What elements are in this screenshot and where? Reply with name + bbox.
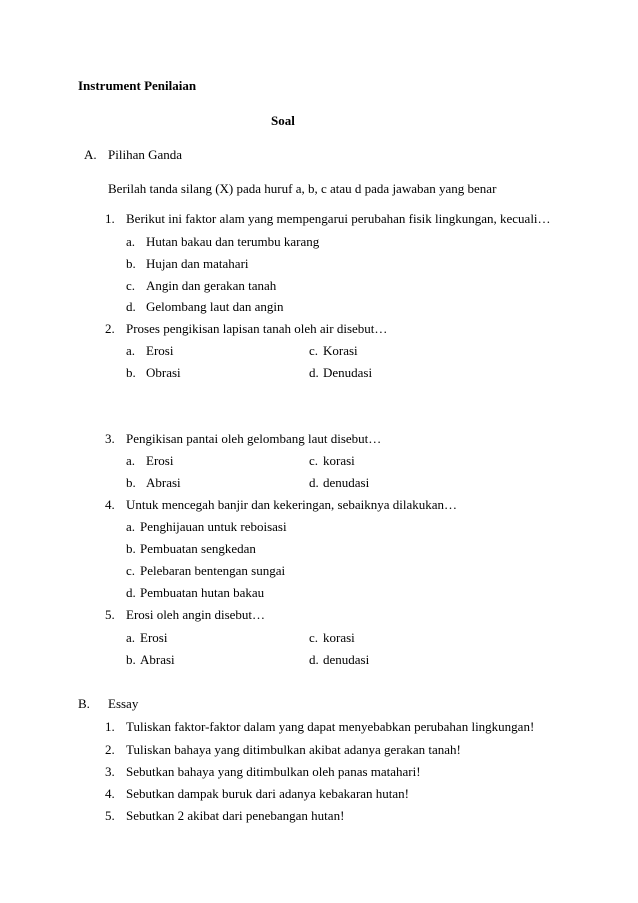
option-letter: d. xyxy=(309,475,319,490)
option-letter: d. xyxy=(309,365,319,380)
option-text: Denudasi xyxy=(323,365,373,380)
option-letter: b. xyxy=(126,475,136,490)
option-letter: d. xyxy=(126,585,136,600)
document-subtitle: Soal xyxy=(271,113,295,128)
essay-question: Sebutkan dampak buruk dari adanya kebakaran hutan! xyxy=(126,786,410,801)
essay-number: 4. xyxy=(105,786,115,801)
option-text: Erosi xyxy=(140,630,168,645)
option-letter: c. xyxy=(126,278,136,293)
option-text: Angin dan gerakan tanah xyxy=(146,278,277,293)
question-number: 5. xyxy=(105,607,115,622)
option-letter: b. xyxy=(126,541,136,556)
option-letter: a. xyxy=(126,343,136,358)
option-text: Pembuatan sengkedan xyxy=(140,541,256,556)
question-text: Erosi oleh angin disebut… xyxy=(126,607,266,622)
section-a-instruction: Berilah tanda silang (X) pada huruf a, b, c atau d pada jawaban yang benar xyxy=(108,181,497,196)
essay-number: 1. xyxy=(105,719,115,734)
question-text: Berikut ini faktor alam yang mempengarui perubahan fisik lingkungan, kecuali… xyxy=(126,211,551,226)
section-a-marker: A. xyxy=(84,147,97,162)
question-number: 4. xyxy=(105,497,115,512)
option-text: Abrasi xyxy=(146,475,181,490)
essay-number: 5. xyxy=(105,808,115,823)
option-text: denudasi xyxy=(323,475,370,490)
option-letter: a. xyxy=(126,630,136,645)
option-letter: b. xyxy=(126,256,136,271)
option-letter: c. xyxy=(309,453,319,468)
essay-question: Sebutkan 2 akibat dari penebangan hutan! xyxy=(126,808,345,823)
option-text: Penghijauan untuk reboisasi xyxy=(140,519,287,534)
option-text: Erosi xyxy=(146,343,174,358)
question-number: 3. xyxy=(105,431,115,446)
option-text: korasi xyxy=(323,453,355,468)
option-letter: a. xyxy=(126,453,136,468)
option-text: Korasi xyxy=(323,343,358,358)
option-letter: c. xyxy=(309,630,319,645)
essay-question: Sebutkan bahaya yang ditimbulkan oleh panas matahari! xyxy=(126,764,421,779)
option-letter: c. xyxy=(309,343,319,358)
option-letter: c. xyxy=(126,563,136,578)
essay-number: 2. xyxy=(105,742,115,757)
option-letter: d. xyxy=(126,299,136,314)
section-a-title: Pilihan Ganda xyxy=(108,147,183,162)
question-text: Pengikisan pantai oleh gelombang laut disebut… xyxy=(126,431,382,446)
option-text: Abrasi xyxy=(140,652,175,667)
question-number: 2. xyxy=(105,321,115,336)
section-b-marker: B. xyxy=(78,696,90,711)
essay-question: Tuliskan faktor-faktor dalam yang dapat menyebabkan perubahan lingkungan! xyxy=(126,719,535,734)
option-text: korasi xyxy=(323,630,355,645)
question-number: 1. xyxy=(105,211,115,226)
option-text: Hutan bakau dan terumbu karang xyxy=(146,234,320,249)
option-letter: a. xyxy=(126,234,136,249)
option-text: Hujan dan matahari xyxy=(146,256,249,271)
question-text: Untuk mencegah banjir dan kekeringan, sebaiknya dilakukan… xyxy=(126,497,458,512)
option-letter: a. xyxy=(126,519,136,534)
essay-number: 3. xyxy=(105,764,115,779)
option-text: denudasi xyxy=(323,652,370,667)
option-text: Pelebaran bentengan sungai xyxy=(140,563,286,578)
option-letter: b. xyxy=(126,365,136,380)
option-text: Obrasi xyxy=(146,365,181,380)
option-text: Gelombang laut dan angin xyxy=(146,299,284,314)
essay-question: Tuliskan bahaya yang ditimbulkan akibat adanya gerakan tanah! xyxy=(126,742,461,757)
option-text: Erosi xyxy=(146,453,174,468)
option-letter: b. xyxy=(126,652,136,667)
question-text: Proses pengikisan lapisan tanah oleh air disebut… xyxy=(126,321,388,336)
option-text: Pembuatan hutan bakau xyxy=(140,585,265,600)
option-letter: d. xyxy=(309,652,319,667)
section-b-title: Essay xyxy=(108,696,139,711)
document-title: Instrument Penilaian xyxy=(78,78,197,93)
